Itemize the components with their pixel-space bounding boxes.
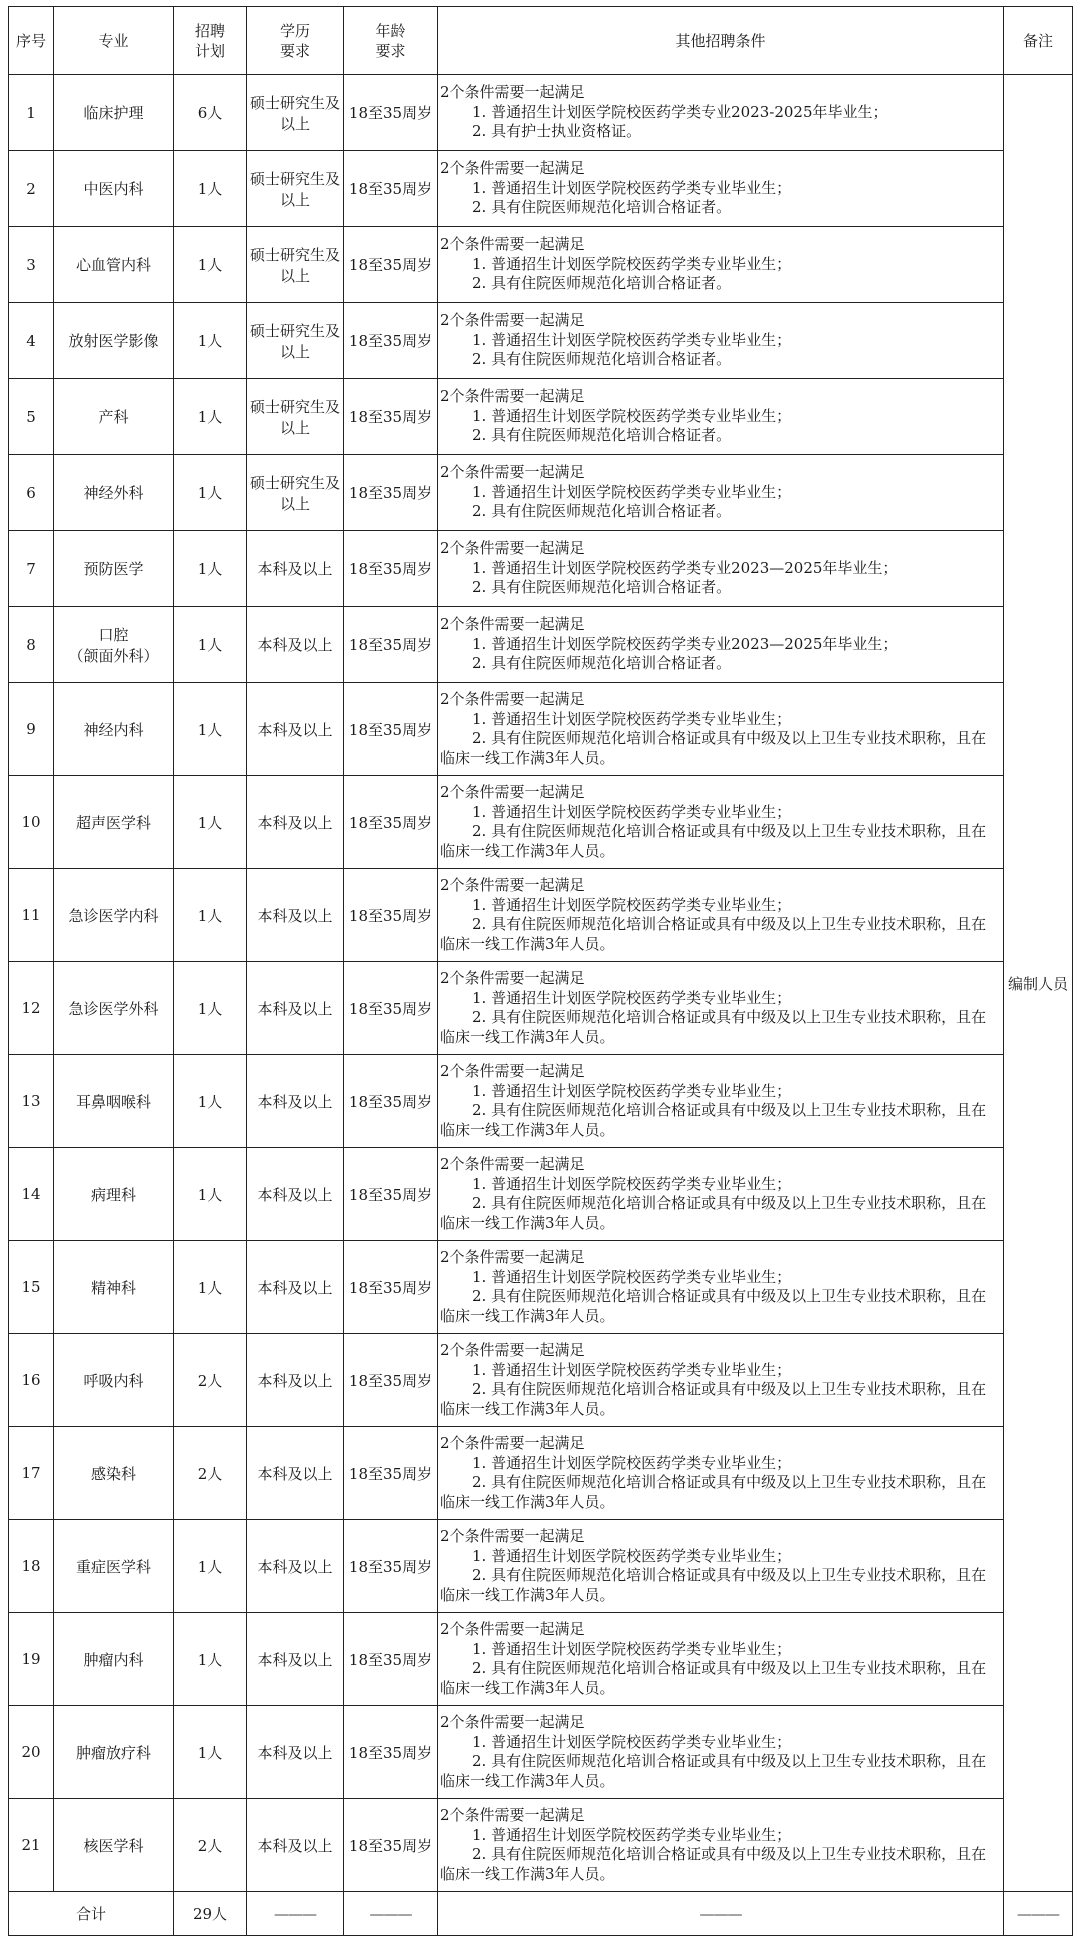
condition-1: 1. 普通招生计划医学院校医药学类专业毕业生； [472, 178, 792, 197]
row-age: 18至35周岁 [344, 75, 438, 151]
row-major: 心血管内科 [54, 227, 174, 303]
row-conditions [438, 1334, 1004, 1427]
total-age: ——— [344, 1892, 438, 1936]
row-plan: 1人 [174, 151, 247, 227]
row-number: 7 [9, 531, 54, 607]
condition-intro: 2个条件需要一起满足 [440, 1248, 585, 1266]
row-plan: 2人 [174, 1427, 247, 1520]
row-age: 18至35周岁 [344, 962, 438, 1055]
row-major: 急诊医学外科 [54, 962, 174, 1055]
condition-2: 2. 具有住院医师规范化培训合格证或具有中级及以上卫生专业技术职称，且在临床一线工作满3年人员。 [440, 1566, 987, 1604]
condition-2: 2. 具有住院医师规范化培训合格证或具有中级及以上卫生专业技术职称，且在临床一线工作满3年人员。 [440, 729, 987, 767]
row-number: 3 [9, 227, 54, 303]
condition-intro: 2个条件需要一起满足 [440, 969, 585, 987]
row-plan: 1人 [174, 683, 247, 776]
condition-intro: 2个条件需要一起满足 [440, 1713, 585, 1731]
header-other-conditions: 其他招聘条件 [438, 7, 1004, 75]
condition-intro: 2个条件需要一起满足 [440, 615, 585, 634]
table-row [9, 1427, 1073, 1520]
row-conditions [438, 379, 1004, 455]
condition-2: 2. 具有住院医师规范化培训合格证或具有中级及以上卫生专业技术职称，且在临床一线工作满3年人员。 [440, 822, 987, 860]
row-major: 神经外科 [54, 455, 174, 531]
row-plan: 1人 [174, 1148, 247, 1241]
row-number: 13 [9, 1055, 54, 1148]
row-conditions [438, 531, 1004, 607]
condition-intro: 2个条件需要一起满足 [440, 387, 585, 406]
row-conditions [438, 1148, 1004, 1241]
condition-1: 1. 普通招生计划医学院校医药学类专业毕业生； [472, 1732, 792, 1751]
table-row [9, 379, 1073, 455]
row-age: 18至35周岁 [344, 1334, 438, 1427]
row-education: 本科及以上 [247, 1706, 344, 1799]
row-conditions [438, 1706, 1004, 1799]
header-plan: 招聘计划 [174, 7, 247, 75]
row-number: 4 [9, 303, 54, 379]
row-plan: 1人 [174, 869, 247, 962]
table-row [9, 1148, 1073, 1241]
condition-intro: 2个条件需要一起满足 [440, 1434, 585, 1452]
total-row [9, 1892, 1073, 1936]
condition-2: 2. 具有住院医师规范化培训合格证或具有中级及以上卫生专业技术职称，且在临床一线工作满3年人员。 [440, 915, 987, 953]
row-number: 16 [9, 1334, 54, 1427]
row-conditions [438, 962, 1004, 1055]
row-major: 感染科 [54, 1427, 174, 1520]
row-education: 本科及以上 [247, 1799, 344, 1892]
condition-1: 1. 普通招生计划医学院校医药学类专业毕业生； [472, 1546, 792, 1565]
condition-1: 1. 普通招生计划医学院校医药学类专业毕业生； [472, 330, 792, 349]
condition-1: 1. 普通招生计划医学院校医药学类专业毕业生； [472, 1174, 792, 1193]
row-number: 21 [9, 1799, 54, 1892]
remark-cell: 编制人员 [1004, 75, 1073, 1892]
row-age: 18至35周岁 [344, 1241, 438, 1334]
row-number: 11 [9, 869, 54, 962]
condition-1: 1. 普通招生计划医学院校医药学类专业毕业生； [472, 709, 792, 728]
row-number: 8 [9, 607, 54, 683]
condition-1: 1. 普通招生计划医学院校医药学类专业毕业生； [472, 1267, 792, 1286]
row-major: 重症医学科 [54, 1520, 174, 1613]
row-major: 肿瘤内科 [54, 1613, 174, 1706]
row-plan: 1人 [174, 1706, 247, 1799]
row-conditions [438, 1520, 1004, 1613]
condition-2: 2. 具有住院医师规范化培训合格证或具有中级及以上卫生专业技术职称，且在临床一线工作满3年人员。 [440, 1845, 987, 1883]
row-education: 硕士研究生及以上 [247, 227, 344, 303]
row-plan: 1人 [174, 962, 247, 1055]
table-row [9, 1520, 1073, 1613]
row-plan: 1人 [174, 1055, 247, 1148]
condition-2: 2. 具有住院医师规范化培训合格证或具有中级及以上卫生专业技术职称，且在临床一线工作满3年人员。 [440, 1752, 987, 1790]
row-major: 产科 [54, 379, 174, 455]
recruitment-table [8, 6, 1073, 1936]
row-conditions [438, 1055, 1004, 1148]
table-row [9, 455, 1073, 531]
condition-intro: 2个条件需要一起满足 [440, 783, 585, 801]
row-plan: 1人 [174, 303, 247, 379]
row-conditions [438, 869, 1004, 962]
row-plan: 1人 [174, 379, 247, 455]
condition-intro: 2个条件需要一起满足 [440, 159, 585, 178]
row-education: 本科及以上 [247, 531, 344, 607]
header-remark: 备注 [1004, 7, 1073, 75]
row-conditions [438, 1427, 1004, 1520]
table-row [9, 1706, 1073, 1799]
row-age: 18至35周岁 [344, 607, 438, 683]
row-education: 本科及以上 [247, 869, 344, 962]
header-major: 专业 [54, 7, 174, 75]
row-conditions [438, 776, 1004, 869]
row-major: 精神科 [54, 1241, 174, 1334]
row-education: 本科及以上 [247, 607, 344, 683]
row-age: 18至35周岁 [344, 1055, 438, 1148]
row-major: 超声医学科 [54, 776, 174, 869]
table-row [9, 1241, 1073, 1334]
header-age: 年龄要求 [344, 7, 438, 75]
row-number: 6 [9, 455, 54, 531]
row-education: 本科及以上 [247, 1334, 344, 1427]
condition-2: 2. 具有住院医师规范化培训合格证或具有中级及以上卫生专业技术职称，且在临床一线工作满3年人员。 [440, 1008, 987, 1046]
row-major: 急诊医学内科 [54, 869, 174, 962]
condition-2: 2. 具有住院医师规范化培训合格证或具有中级及以上卫生专业技术职称，且在临床一线工作满3年人员。 [440, 1659, 987, 1697]
row-number: 5 [9, 379, 54, 455]
total-label: 合计 [9, 1892, 174, 1936]
row-conditions [438, 151, 1004, 227]
table-row [9, 869, 1073, 962]
condition-2: 2. 具有住院医师规范化培训合格证者。 [472, 274, 732, 293]
total-other: ——— [438, 1892, 1004, 1936]
condition-1: 1. 普通招生计划医学院校医药学类专业毕业生； [472, 1639, 792, 1658]
condition-intro: 2个条件需要一起满足 [440, 690, 585, 708]
row-conditions [438, 303, 1004, 379]
condition-1: 1. 普通招生计划医学院校医药学类专业2023-2025年毕业生； [472, 102, 888, 121]
row-number: 1 [9, 75, 54, 151]
row-major: 中医内科 [54, 151, 174, 227]
row-plan: 1人 [174, 227, 247, 303]
condition-1: 1. 普通招生计划医学院校医药学类专业毕业生； [472, 895, 792, 914]
row-education: 硕士研究生及以上 [247, 151, 344, 227]
table-row [9, 531, 1073, 607]
total-remark: ——— [1004, 1892, 1073, 1936]
header-education: 学历要求 [247, 7, 344, 75]
table-row [9, 151, 1073, 227]
condition-intro: 2个条件需要一起满足 [440, 1155, 585, 1173]
condition-intro: 2个条件需要一起满足 [440, 463, 585, 482]
row-age: 18至35周岁 [344, 303, 438, 379]
row-age: 18至35周岁 [344, 531, 438, 607]
row-age: 18至35周岁 [344, 1706, 438, 1799]
header-no: 序号 [9, 7, 54, 75]
row-plan: 6人 [174, 75, 247, 151]
row-age: 18至35周岁 [344, 1148, 438, 1241]
condition-2: 2. 具有住院医师规范化培训合格证者。 [472, 198, 732, 217]
condition-intro: 2个条件需要一起满足 [440, 235, 585, 254]
row-plan: 1人 [174, 607, 247, 683]
row-conditions [438, 227, 1004, 303]
row-conditions [438, 1799, 1004, 1892]
row-age: 18至35周岁 [344, 1799, 438, 1892]
condition-1: 1. 普通招生计划医学院校医药学类专业毕业生； [472, 482, 792, 501]
row-number: 15 [9, 1241, 54, 1334]
row-number: 14 [9, 1148, 54, 1241]
row-plan: 1人 [174, 455, 247, 531]
row-education: 硕士研究生及以上 [247, 303, 344, 379]
row-age: 18至35周岁 [344, 1427, 438, 1520]
row-major: 临床护理 [54, 75, 174, 151]
row-education: 本科及以上 [247, 1241, 344, 1334]
condition-intro: 2个条件需要一起满足 [440, 876, 585, 894]
row-age: 18至35周岁 [344, 1520, 438, 1613]
row-number: 18 [9, 1520, 54, 1613]
row-age: 18至35周岁 [344, 683, 438, 776]
row-age: 18至35周岁 [344, 379, 438, 455]
condition-2: 2. 具有住院医师规范化培训合格证或具有中级及以上卫生专业技术职称，且在临床一线工作满3年人员。 [440, 1287, 987, 1325]
table-row [9, 962, 1073, 1055]
row-plan: 1人 [174, 1613, 247, 1706]
row-age: 18至35周岁 [344, 227, 438, 303]
row-major: 肿瘤放疗科 [54, 1706, 174, 1799]
condition-intro: 2个条件需要一起满足 [440, 1620, 585, 1638]
row-education: 本科及以上 [247, 962, 344, 1055]
row-major: 口腔 （颌面外科） [54, 607, 174, 683]
table-row [9, 683, 1073, 776]
condition-2: 2. 具有住院医师规范化培训合格证或具有中级及以上卫生专业技术职称，且在临床一线工作满3年人员。 [440, 1101, 987, 1139]
row-number: 10 [9, 776, 54, 869]
table-row [9, 75, 1073, 151]
condition-intro: 2个条件需要一起满足 [440, 539, 585, 558]
condition-1: 1. 普通招生计划医学院校医药学类专业2023—2025年毕业生； [472, 634, 898, 653]
row-major: 神经内科 [54, 683, 174, 776]
table-row [9, 227, 1073, 303]
condition-1: 1. 普通招生计划医学院校医药学类专业毕业生； [472, 1081, 792, 1100]
row-number: 19 [9, 1613, 54, 1706]
row-education: 本科及以上 [247, 683, 344, 776]
row-major: 预防医学 [54, 531, 174, 607]
row-education: 硕士研究生及以上 [247, 379, 344, 455]
condition-intro: 2个条件需要一起满足 [440, 311, 585, 330]
row-education: 硕士研究生及以上 [247, 455, 344, 531]
condition-2: 2. 具有住院医师规范化培训合格证者。 [472, 350, 732, 369]
table-row [9, 1334, 1073, 1427]
condition-2: 2. 具有住院医师规范化培训合格证者。 [472, 578, 732, 597]
row-plan: 2人 [174, 1799, 247, 1892]
row-number: 12 [9, 962, 54, 1055]
row-plan: 1人 [174, 1241, 247, 1334]
condition-1: 1. 普通招生计划医学院校医药学类专业毕业生； [472, 254, 792, 273]
condition-2: 2. 具有住院医师规范化培训合格证或具有中级及以上卫生专业技术职称，且在临床一线工作满3年人员。 [440, 1380, 987, 1418]
condition-2: 2. 具有护士执业资格证。 [472, 122, 642, 141]
row-major: 呼吸内科 [54, 1334, 174, 1427]
condition-1: 1. 普通招生计划医学院校医药学类专业毕业生； [472, 988, 792, 1007]
table-row [9, 1799, 1073, 1892]
row-education: 本科及以上 [247, 1613, 344, 1706]
row-conditions [438, 75, 1004, 151]
row-plan: 1人 [174, 776, 247, 869]
row-conditions [438, 455, 1004, 531]
condition-1: 1. 普通招生计划医学院校医药学类专业毕业生； [472, 802, 792, 821]
row-age: 18至35周岁 [344, 455, 438, 531]
condition-intro: 2个条件需要一起满足 [440, 1062, 585, 1080]
row-plan: 1人 [174, 1520, 247, 1613]
condition-1: 1. 普通招生计划医学院校医药学类专业毕业生； [472, 1360, 792, 1379]
table-row [9, 1055, 1073, 1148]
condition-1: 1. 普通招生计划医学院校医药学类专业毕业生； [472, 1825, 792, 1844]
row-education: 本科及以上 [247, 1148, 344, 1241]
row-education: 本科及以上 [247, 1427, 344, 1520]
table-row [9, 776, 1073, 869]
row-plan: 1人 [174, 531, 247, 607]
condition-intro: 2个条件需要一起满足 [440, 83, 585, 102]
condition-2: 2. 具有住院医师规范化培训合格证或具有中级及以上卫生专业技术职称，且在临床一线工作满3年人员。 [440, 1194, 987, 1232]
row-number: 20 [9, 1706, 54, 1799]
row-age: 18至35周岁 [344, 151, 438, 227]
row-conditions [438, 1613, 1004, 1706]
condition-1: 1. 普通招生计划医学院校医药学类专业毕业生； [472, 1453, 792, 1472]
condition-1: 1. 普通招生计划医学院校医药学类专业毕业生； [472, 406, 792, 425]
row-conditions [438, 607, 1004, 683]
condition-intro: 2个条件需要一起满足 [440, 1527, 585, 1545]
condition-intro: 2个条件需要一起满足 [440, 1806, 585, 1824]
table-row [9, 1613, 1073, 1706]
condition-1: 1. 普通招生计划医学院校医药学类专业2023—2025年毕业生； [472, 558, 898, 577]
total-plan: 29人 [174, 1892, 247, 1936]
table-row [9, 303, 1073, 379]
condition-intro: 2个条件需要一起满足 [440, 1341, 585, 1359]
row-major: 耳鼻咽喉科 [54, 1055, 174, 1148]
condition-2: 2. 具有住院医师规范化培训合格证或具有中级及以上卫生专业技术职称，且在临床一线工作满3年人员。 [440, 1473, 987, 1511]
row-number: 17 [9, 1427, 54, 1520]
row-major: 病理科 [54, 1148, 174, 1241]
table-row [9, 607, 1073, 683]
header-row [9, 7, 1073, 75]
row-education: 硕士研究生及以上 [247, 75, 344, 151]
row-major: 核医学科 [54, 1799, 174, 1892]
row-age: 18至35周岁 [344, 869, 438, 962]
row-education: 本科及以上 [247, 1055, 344, 1148]
row-conditions [438, 683, 1004, 776]
row-age: 18至35周岁 [344, 776, 438, 869]
row-number: 2 [9, 151, 54, 227]
row-education: 本科及以上 [247, 776, 344, 869]
row-number: 9 [9, 683, 54, 776]
row-major: 放射医学影像 [54, 303, 174, 379]
row-age: 18至35周岁 [344, 1613, 438, 1706]
condition-2: 2. 具有住院医师规范化培训合格证者。 [472, 654, 732, 673]
row-education: 本科及以上 [247, 1520, 344, 1613]
total-education: ——— [247, 1892, 344, 1936]
condition-2: 2. 具有住院医师规范化培训合格证者。 [472, 502, 732, 521]
row-plan: 2人 [174, 1334, 247, 1427]
row-conditions [438, 1241, 1004, 1334]
condition-2: 2. 具有住院医师规范化培训合格证者。 [472, 426, 732, 445]
